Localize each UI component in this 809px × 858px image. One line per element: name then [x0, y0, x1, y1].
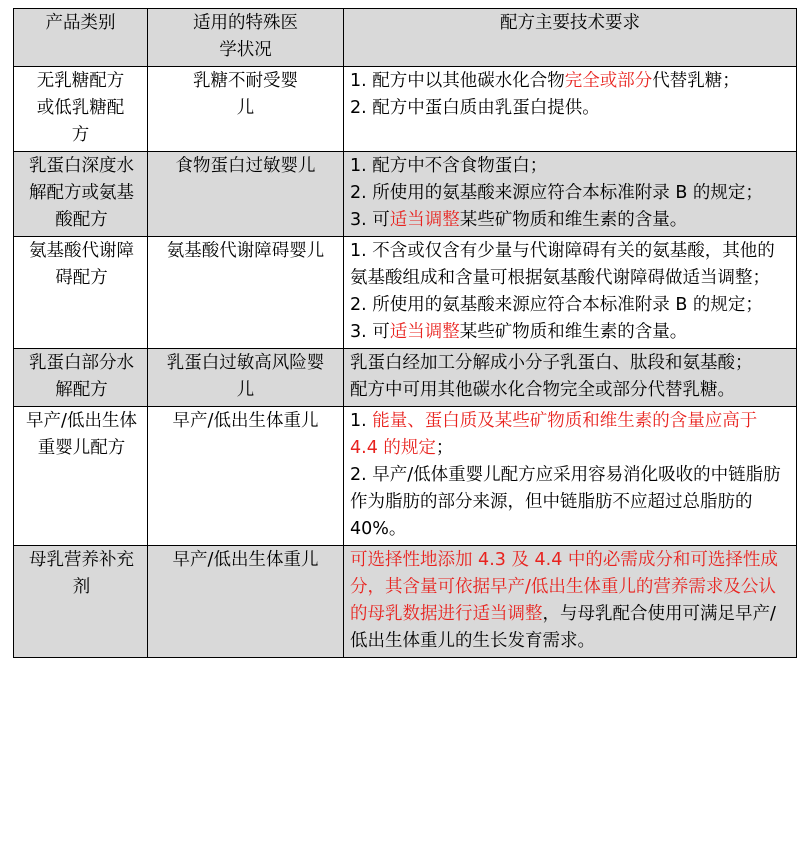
product-category-cell: 早产/低出生体重婴儿配方: [14, 407, 148, 546]
requirement-text: 3. 可: [350, 210, 390, 230]
medical-condition-cell: 乳蛋白过敏高风险婴儿: [148, 349, 344, 407]
requirement-text: 2. 配方中蛋白质由乳蛋白提供。: [350, 98, 600, 118]
product-category-cell: 乳蛋白部分水解配方: [14, 349, 148, 407]
header-requirements: 配方主要技术要求: [344, 9, 797, 67]
technical-requirements-cell: [344, 67, 797, 152]
requirement-item: [350, 292, 790, 319]
requirement-text: 乳蛋白经加工分解成小分子乳蛋白、肽段和氨基酸；: [350, 353, 753, 373]
technical-requirements-cell: [344, 407, 797, 546]
table-row: [14, 349, 797, 407]
requirement-item: [350, 238, 790, 292]
requirement-text: 1. 配方中不含食物蛋白；: [350, 156, 548, 176]
requirement-item: [350, 153, 790, 180]
table-row: [14, 237, 797, 349]
product-category-cell: 无乳糖配方或低乳糖配方: [14, 67, 148, 152]
requirement-text: ，与母乳配合使用可满足早产/低出生体重儿的生长发育需求。: [350, 604, 776, 651]
table-row: [14, 546, 797, 658]
requirement-text: 2. 所使用的氨基酸来源应符合本标准附录 B 的规定；: [350, 295, 763, 315]
highlighted-text: 适当调整: [389, 210, 460, 230]
table-row: [14, 407, 797, 546]
requirement-text: ；: [435, 438, 454, 458]
formula-requirements-table: [13, 8, 797, 658]
requirement-item: [350, 180, 790, 207]
requirement-text: 3. 可: [350, 322, 390, 342]
highlighted-text: 能量、蛋白质及某些矿物质和维生素的含量应高于 4.4 的规定: [350, 411, 758, 458]
requirement-item: [350, 319, 790, 346]
requirement-text: 配方中可用其他碳水化合物完全或部分代替乳糖。: [350, 380, 735, 400]
requirement-text: 1. 配方中以其他碳水化合物: [350, 71, 565, 91]
requirement-text: 某些矿物质和维生素的含量。: [459, 322, 688, 342]
requirement-item: [350, 95, 790, 122]
header-category: 产品类别: [14, 9, 148, 67]
requirement-item: [350, 350, 790, 377]
product-category-cell: 氨基酸代谢障碍配方: [14, 237, 148, 349]
requirement-item: [350, 547, 790, 655]
medical-condition-cell: 乳糖不耐受婴儿: [148, 67, 344, 152]
requirement-item: [350, 408, 790, 462]
technical-requirements-cell: [344, 152, 797, 237]
medical-condition-cell: 氨基酸代谢障碍婴儿: [148, 237, 344, 349]
table-header-row: [14, 9, 797, 67]
requirement-text: 1. 不含或仅含有少量与代谢障碍有关的氨基酸，其他的氨基酸组成和含量可根据氨基酸代谢障碍做适当调整；: [350, 241, 775, 288]
requirement-item: [350, 207, 790, 234]
requirement-text: 代替乳糖；: [652, 71, 740, 91]
medical-condition-cell: 早产/低出生体重儿: [148, 407, 344, 546]
requirement-text: 某些矿物质和维生素的含量。: [459, 210, 688, 230]
highlighted-text: 完全或部分: [564, 71, 653, 91]
requirement-text: 1.: [350, 411, 373, 431]
requirement-item: [350, 377, 790, 404]
technical-requirements-cell: [344, 349, 797, 407]
medical-condition-cell: 食物蛋白过敏婴儿: [148, 152, 344, 237]
product-category-cell: 母乳营养补充剂: [14, 546, 148, 658]
requirement-item: [350, 68, 790, 95]
technical-requirements-cell: [344, 237, 797, 349]
highlighted-text: 可选择性地添加 4.3 及 4.4 中的必需成分和可选择性成分，其含量可依据早产/低出生体重儿的营养需求及公认的母乳数据进行适当调整: [350, 550, 778, 624]
table-row: [14, 67, 797, 152]
requirement-text: 2. 所使用的氨基酸来源应符合本标准附录 B 的规定；: [350, 183, 763, 203]
medical-condition-cell: 早产/低出生体重儿: [148, 546, 344, 658]
requirement-text: 2. 早产/低体重婴儿配方应采用容易消化吸收的中链脂肪作为脂肪的部分来源，但中链脂肪不应超过总脂肪的 40%。: [350, 465, 781, 539]
highlighted-text: 适当调整: [389, 322, 460, 342]
product-category-cell: 乳蛋白深度水解配方或氨基酸配方: [14, 152, 148, 237]
technical-requirements-cell: [344, 546, 797, 658]
header-condition: 适用的特殊医学状况: [148, 9, 344, 67]
table-row: [14, 152, 797, 237]
requirement-item: [350, 462, 790, 543]
